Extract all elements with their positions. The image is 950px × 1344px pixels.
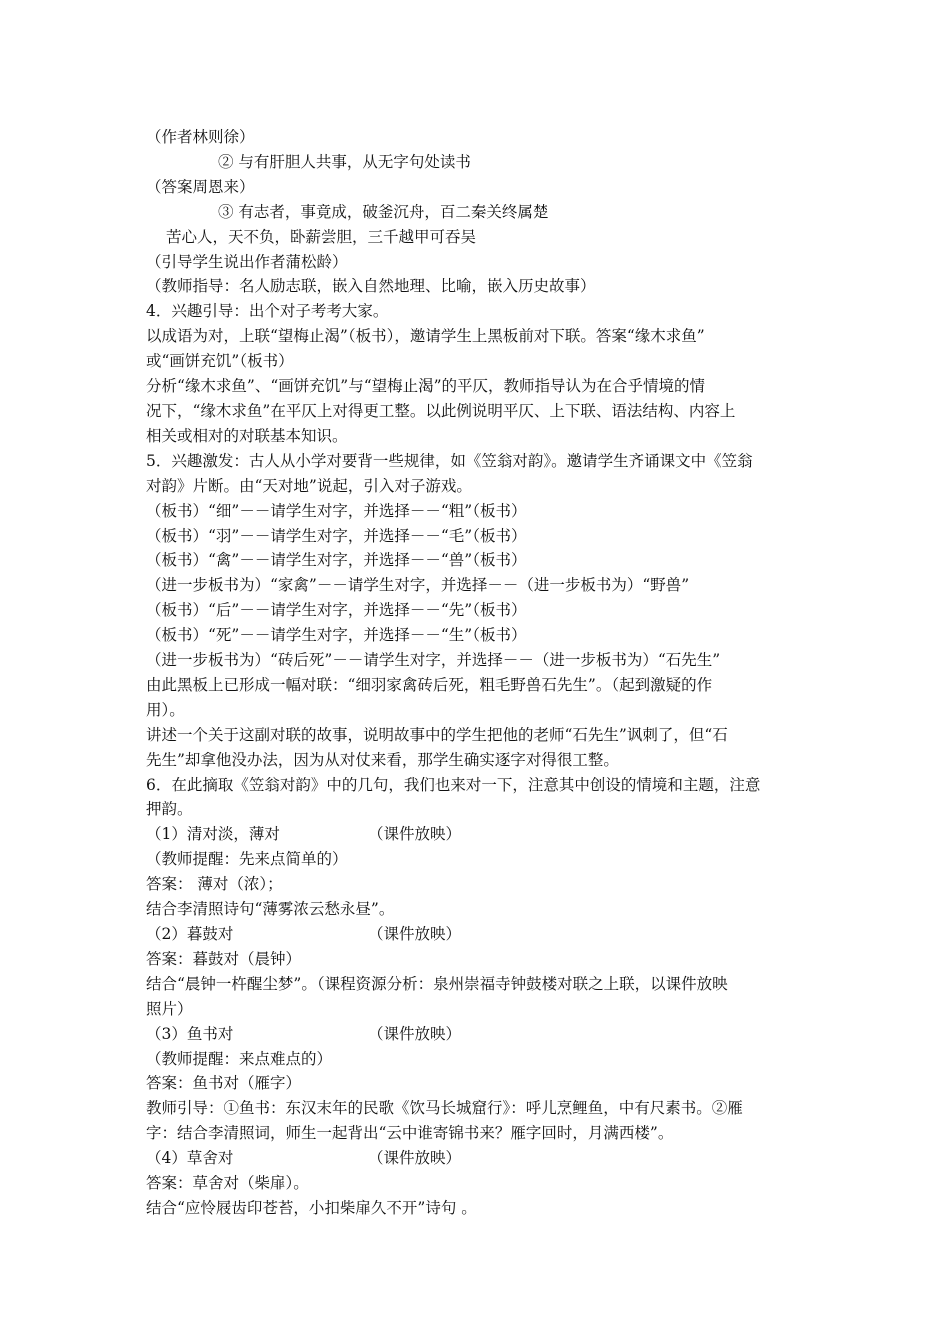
section-heading-5: 5．兴趣激发：古人从小学对要背一些规律，如《笠翁对韵》。邀请学生齐诵课文中《笠翁 xyxy=(146,451,753,470)
exercise-note: （课件放映） xyxy=(368,825,462,844)
text-line: 字：结合李清照词，师生一起背出“云中谁寄锦书来？雁字回时，月满西楼”。 xyxy=(146,1124,674,1143)
exercise-note: （课件放映） xyxy=(368,925,462,943)
exercise-prompt: （2）暮鼓对 xyxy=(146,925,234,943)
text-line: （板书）“禽”－－请学生对字，并选择－－“兽”（板书） xyxy=(146,551,527,570)
text-line: 以成语为对，上联“望梅止渴”（板书），邀请学生上黑板前对下联。答案“缘木求鱼” xyxy=(146,327,705,346)
text-line: ③ 有志者，事竟成，破釜沉舟，百二秦关终属楚 xyxy=(218,202,549,221)
text-line: （作者林则徐） xyxy=(146,128,255,146)
text-line: 先生”却拿他没办法，因为从对仗来看，那学生确实逐字对得很工整。 xyxy=(146,750,619,769)
text-line: 结合“应怜屐齿印苍苔，小扣柴扉久不开”诗句 。 xyxy=(146,1198,477,1217)
text-line: （板书）“后”－－请学生对字，并选择－－“先”（板书） xyxy=(146,601,527,620)
text-line: （进一步板书为）“砖后死”－－请学生对字，并选择－－（进一步板书为）“石先生” xyxy=(146,651,721,670)
text-line: 相关或相对的对联基本知识。 xyxy=(146,426,348,445)
text-line: 结合李清照诗句“薄雾浓云愁永昼”。 xyxy=(146,900,395,919)
text-line: 押韵。 xyxy=(146,800,193,819)
text-line: 答案： 薄对（浓）； xyxy=(146,875,283,894)
text-line: 由此黑板上已形成一幅对联：“细羽家禽砖后死，粗毛野兽石先生”。（起到激疑的作 xyxy=(146,675,713,694)
exercise-line xyxy=(146,822,810,847)
text-line: 对韵》片断。由“天对地”说起，引入对子游戏。 xyxy=(146,476,472,495)
text-line: 答案：草舍对（柴扉）。 xyxy=(146,1174,309,1193)
text-line: （教师提醒：先来点简单的） xyxy=(146,850,348,869)
text-line: 结合“晨钟一杵醒尘梦”。（课程资源分析：泉州崇福寺钟鼓楼对联之上联，以课件放映 xyxy=(146,974,728,993)
text-line: 答案：暮鼓对（晨钟） xyxy=(146,949,302,968)
exercise-prompt: （1）清对淡，薄对 xyxy=(146,825,280,844)
text-line: 教师引导：①鱼书：东汉末年的民歌《饮马长城窟行》：呼儿烹鲤鱼，中有尺素书。②雁 xyxy=(146,1099,743,1118)
section-heading-6: 6．在此摘取《笠翁对韵》中的几句，我们也来对一下，注意其中创设的情境和主题，注意 xyxy=(146,775,761,794)
text-line: （教师指导：名人励志联，嵌入自然地理、比喻，嵌入历史故事） xyxy=(146,277,596,296)
exercise-note: （课件放映） xyxy=(368,1149,462,1168)
text-line: （板书）“死”－－请学生对字，并选择－－“生”（板书） xyxy=(146,626,527,645)
exercise-prompt: （3）鱼书对 xyxy=(146,1024,234,1043)
exercise-line xyxy=(146,1146,810,1171)
text-line: （引导学生说出作者蒲松龄） xyxy=(146,252,348,271)
exercise-note: （课件放映） xyxy=(368,1024,462,1043)
exercise-line xyxy=(146,922,810,947)
text-line: 分析“缘木求鱼”、“画饼充饥”与“望梅止渴”的平仄，教师指导认为在合乎情境的情 xyxy=(146,377,706,396)
text-line: 答案：鱼书对（雁字） xyxy=(146,1074,302,1093)
text-line: 讲述一个关于这副对联的故事，说明故事中的学生把他的老师“石先生”讽刺了，但“石 xyxy=(146,725,728,744)
text-line: （板书）“羽”－－请学生对字，并选择－－“毛”（板书） xyxy=(146,526,527,545)
text-line: 用）。 xyxy=(146,700,185,719)
text-line: （答案周恩来） xyxy=(146,177,255,196)
exercise-prompt: （4）草舍对 xyxy=(146,1149,234,1168)
text-line: （教师提醒：来点难点的） xyxy=(146,1049,333,1068)
text-line: ② 与有肝胆人共事，从无字句处读书 xyxy=(218,152,471,171)
exercise-line xyxy=(146,1022,810,1047)
text-line: 况下，“缘木求鱼”在平仄上对得更工整。以此例说明平仄、上下联、语法结构、内容上 xyxy=(146,401,736,420)
section-heading-4: 4．兴趣引导：出个对子考考大家。 xyxy=(146,302,389,321)
document-body xyxy=(146,125,810,1221)
text-line: （板书）“细”－－请学生对字，并选择－－“粗”（板书） xyxy=(146,501,527,520)
text-line: （进一步板书为）“家禽”－－请学生对字，并选择－－（进一步板书为）“野兽” xyxy=(146,576,690,595)
text-line: 苦心人，天不负，卧薪尝胆，三千越甲可吞吴 xyxy=(166,227,477,246)
text-line: 照片） xyxy=(146,999,193,1018)
text-line: 或“画饼充饥”（板书） xyxy=(146,352,294,371)
